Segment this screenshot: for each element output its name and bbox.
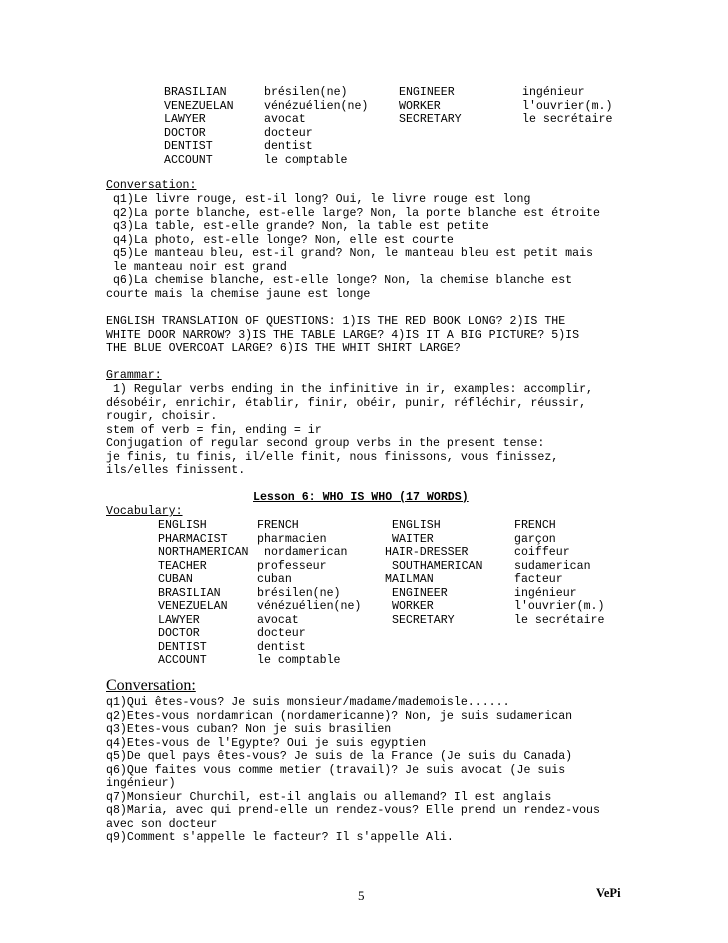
vocab-english: DOCTOR [158,627,200,640]
page-number: 5 [358,888,365,903]
vocab-english: ENGINEER [399,86,455,99]
translation-line: ENGLISH TRANSLATION OF QUESTIONS: 1)IS THE RED BOOK LONG? 2)IS THE [106,315,566,328]
author-mark: VePi [596,886,621,900]
conversation-line: q3)La table, est-elle grande? Non, la table est petite [106,220,489,233]
vocabulary-heading: Vocabulary: [106,505,183,518]
vocab-french: le secrétaire [514,613,605,627]
top-vocab-table [0,86,728,167]
column-header: FRENCH [257,519,299,532]
translation-line: WHITE DOOR NARROW? 3)IS THE TABLE LARGE? 4)IS IT A BIG PICTURE? 5)IS [106,328,580,342]
lesson-title: Lesson 6: WHO IS WHO (17 WORDS) [253,491,469,504]
vocab-english: CUBAN [158,573,193,586]
conversation-line: q6)Que faites vous comme metier (travail)? Je suis avocat (Je suis [106,763,566,777]
vocab-row [0,127,728,141]
conversation-line: q4)Etes-vous de l'Egypte? Oui je suis egyptien [106,736,427,750]
vocab-english: MAILMAN [385,573,434,586]
vocab-french: brésilen(ne) [264,86,348,99]
vocab-row [0,600,728,614]
vocab-french: facteur [514,573,563,586]
conversation-line: q5)Le manteau bleu, est-il grand? Non, le manteau bleu est petit mais [106,247,594,260]
conversation-line: q9)Comment s'appelle le facteur? Il s'appelle Ali. [106,831,454,844]
grammar-line: je finis, tu finis, il/elle finit, nous finissons, vous finissez, [106,450,559,464]
translation-line: THE BLUE OVERCOAT LARGE? 6)IS THE WHIT SHIRT LARGE? [106,342,461,355]
vocab-english: VENEZUELAN [158,600,228,613]
conversation-line: courte mais la chemise jaune est longe [106,287,371,301]
vocab-row [0,654,728,668]
vocab-french: avocat [257,613,299,627]
conversation-line: q1)Qui êtes-vous? Je suis monsieur/madame/mademoisle...... [106,696,510,709]
conversation-line: avec son docteur [106,817,218,831]
vocab-english: NORTHAMERICAN [158,546,249,559]
vocab-row [0,587,728,601]
vocab-french: nordamerican [264,546,348,559]
vocab-english: SECRETARY [399,113,462,126]
vocab-row [0,546,728,560]
vocab-french: le comptable [264,153,348,167]
conversation-line: q7)Monsieur Churchil, est-il anglais ou allemand? Il est anglais [106,790,552,804]
conversation-heading: Conversation: [106,677,196,694]
conversation-block [106,696,600,845]
vocab-french: garçon [514,532,556,546]
vocab-french: le comptable [257,654,341,667]
vocab-french: docteur [257,627,306,640]
vocab-english: ENGINEER [392,586,448,600]
vocab-row [0,113,728,127]
vocab-french: docteur [264,126,313,140]
vocab-row [0,140,728,154]
vocab-row [0,560,728,574]
vocab-row [0,154,728,168]
vocab-french: vénézuélien(ne) [264,99,369,113]
vocab-french: l'ouvrier(m.) [522,99,613,113]
vocab-english: SOUTHAMERICAN [392,559,483,573]
conversation-line: le manteau noir est grand [106,260,287,274]
column-header: FRENCH [514,519,556,532]
vocab-row [0,100,728,114]
vocab-english: PHARMACIST [158,532,228,546]
vocab-french: sudamerican [514,559,591,573]
vocab-english: BRASILIAN [158,586,221,600]
grammar-line: stem of verb = fin, ending = ir [106,423,322,437]
vocab-french: ingénieur [514,586,577,600]
grammar-line: désobéir, enrichir, établir, finir, obéir, punir, réfléchir, réussir, [106,396,587,410]
vocab-french: dentist [257,640,306,654]
vocab-english: WORKER [399,99,441,113]
vocab-french: brésilen(ne) [257,586,341,600]
column-header: ENGLISH [392,519,441,532]
vocab-french: cuban [257,573,292,586]
vocab-english: DOCTOR [164,126,206,140]
vocab-french: dentist [264,140,313,153]
conversation-line: q1)Le livre rouge, est-il long? Oui, le livre rouge est long [106,193,531,206]
grammar-line: 1) Regular verbs ending in the infinitive in ir, examples: accomplir, [106,383,594,396]
conversation-line: q4)La photo, est-elle longe? Non, elle est courte [106,233,454,247]
vocab-french: coiffeur [514,546,570,559]
conversation-block [106,193,600,301]
vocab-english: VENEZUELAN [164,99,234,113]
grammar-line: ils/elles finissent. [106,464,246,477]
vocab-english: LAWYER [158,613,200,627]
grammar-line: Conjugation of regular second group verbs in the present tense: [106,437,545,450]
vocab-english: WAITER [392,532,434,546]
vocab-french: l'ouvrier(m.) [514,600,605,613]
vocab-english: DENTIST [164,140,213,153]
grammar-block [106,383,593,478]
vocab-english: LAWYER [164,113,206,126]
vocab-header-row [0,519,728,533]
vocab-row [0,533,728,547]
grammar-heading: Grammar: [106,369,162,382]
vocab-english: WORKER [392,600,434,613]
grammar-line: rougir, choisir. [106,410,218,423]
vocab-french: pharmacien [257,532,327,546]
conversation-line: q2)La porte blanche, est-elle large? Non, la porte blanche est étroite [106,206,600,220]
vocab-french: le secrétaire [522,113,613,126]
column-header: ENGLISH [158,519,207,532]
vocab-english: ACCOUNT [164,153,213,167]
conversation-line: q8)Maria, avec qui prend-elle un rendez-vous? Elle prend un rendez-vous [106,804,600,817]
vocab-english: HAIR-DRESSER [385,546,469,559]
translation-block [106,315,579,356]
vocab-row [0,86,728,100]
vocab-english: TEACHER [158,559,207,573]
vocab-french: vénézuélien(ne) [257,600,362,613]
conversation-heading: Conversation: [106,179,197,192]
conversation-line: q3)Etes-vous cuban? Non je suis brasilien [106,723,392,736]
lesson-vocab-table [0,519,728,668]
conversation-line: q6)La chemise blanche, est-elle longe? Non, la chemise blanche est [106,274,573,287]
vocab-english: DENTIST [158,640,207,654]
vocab-row [0,614,728,628]
conversation-line: ingénieur) [106,777,176,790]
vocab-english: ACCOUNT [158,654,207,667]
vocab-english: SECRETARY [392,613,455,627]
conversation-line: q5)De quel pays êtes-vous? Je suis de la France (Je suis du Canada) [106,750,573,763]
vocab-row [0,627,728,641]
vocab-row [0,573,728,587]
vocab-french: avocat [264,113,306,126]
vocab-row [0,641,728,655]
vocab-french: professeur [257,559,327,573]
conversation-line: q2)Etes-vous nordamrican (nordamericanne)? Non, je suis sudamerican [106,709,573,723]
vocab-french: ingénieur [522,86,585,99]
vocab-english: BRASILIAN [164,86,227,99]
